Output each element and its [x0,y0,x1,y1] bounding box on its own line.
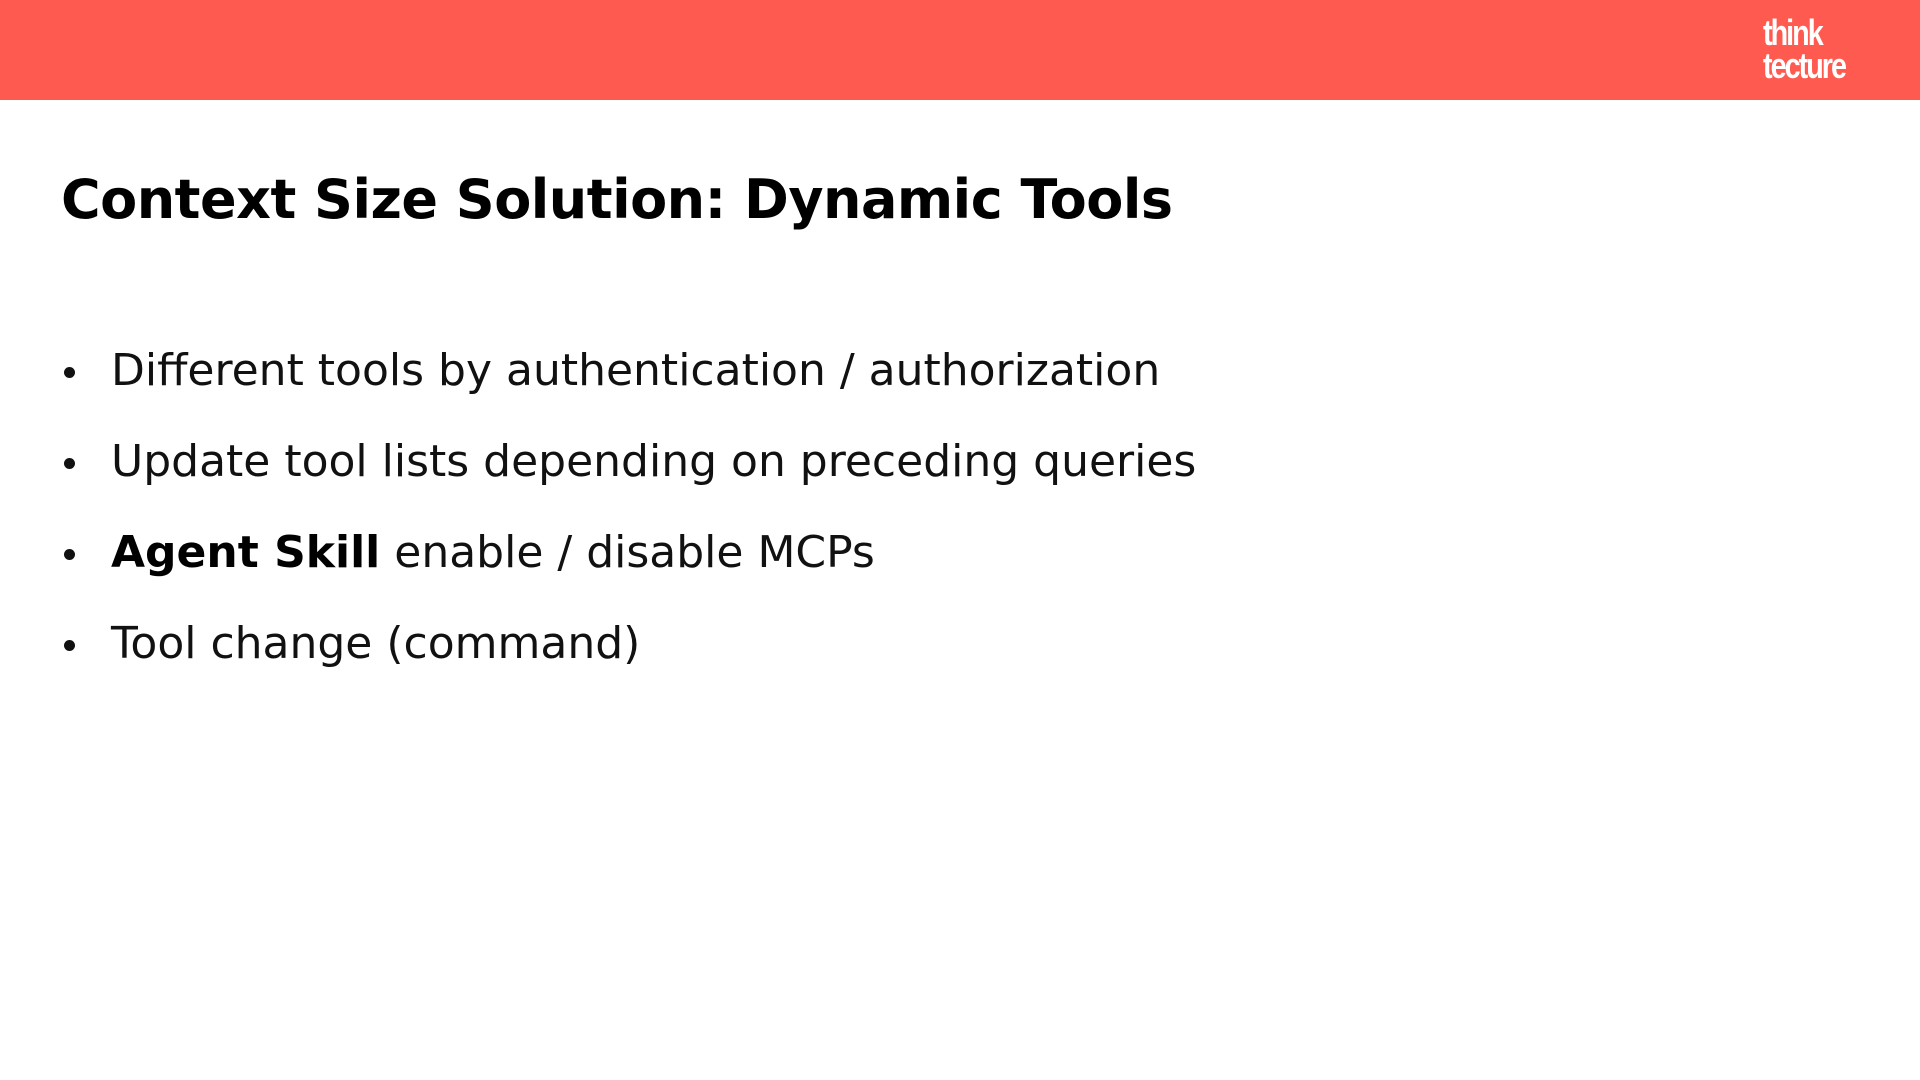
bullet-text [111,520,875,586]
bullet-text-content: Different tools by authentication / authorization [111,345,1161,396]
bullet-text [111,611,640,677]
slide-title: Context Size Solution: Dynamic Tools [61,168,1173,231]
header-bar [0,0,1920,100]
bullet-text [111,338,1160,404]
logo-line-tecture: tecture [1763,45,1846,86]
bullet-text-strong: Agent Skill [111,527,381,578]
bullet-dot-icon [64,549,75,560]
bullet-text-content: Update tool lists depending on preceding queries [111,436,1197,487]
logo-line-think: think [1763,12,1822,53]
thinktecture-logo [1763,12,1846,86]
bullet-dot-icon [64,367,75,378]
bullet-dot-icon [64,458,75,469]
bullet-text-content: enable / disable MCPs [380,527,875,578]
bullet-text [111,429,1196,495]
bullet-text-content: Tool change (command) [111,618,641,669]
bullet-dot-icon [64,640,75,651]
